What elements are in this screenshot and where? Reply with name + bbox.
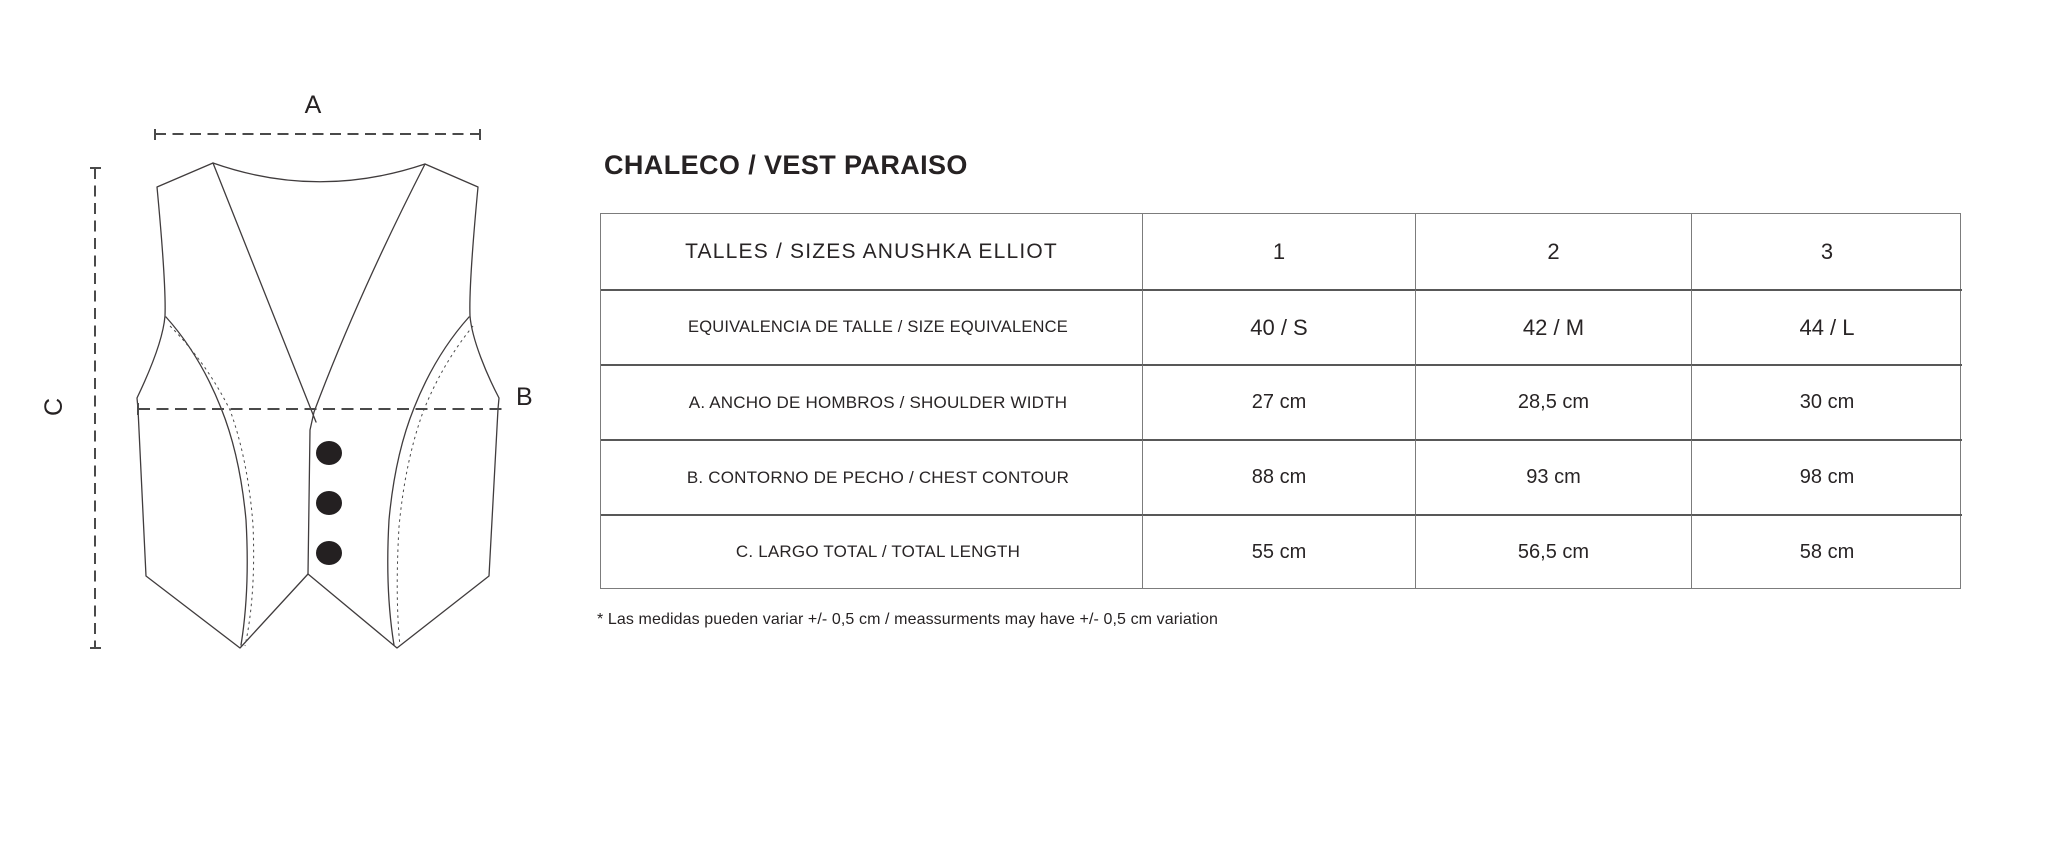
vest-diagram [30, 60, 570, 700]
table-header-size-2: 2 [1415, 214, 1691, 289]
vest-right-panel [308, 164, 499, 648]
table-cell: 88 cm [1142, 439, 1415, 514]
button-icon [316, 491, 342, 515]
vest-left-stitch [170, 326, 254, 646]
vest-left-panel [137, 163, 308, 648]
size-table [600, 213, 1961, 589]
vest-buttons [316, 441, 342, 565]
measurement-variation-note: * Las medidas pueden variar +/- 0,5 cm / meassurments may have +/- 0,5 cm variation [597, 611, 1219, 628]
table-cell: 30 cm [1691, 364, 1962, 439]
table-cell: 98 cm [1691, 439, 1962, 514]
vest-back-neck [213, 163, 425, 182]
dimension-label-b: B [516, 383, 533, 411]
table-cell: 40 / S [1142, 289, 1415, 364]
dimension-label-a: A [304, 91, 322, 119]
table-cell: 44 / L [1691, 289, 1962, 364]
table-header-size-1: 1 [1142, 214, 1415, 289]
table-cell: 42 / M [1415, 289, 1691, 364]
table-header-size-3: 3 [1691, 214, 1962, 289]
button-icon [316, 541, 342, 565]
table-cell: 28,5 cm [1415, 364, 1691, 439]
vest-right-seam [388, 317, 469, 645]
table-row-label: A. ANCHO DE HOMBROS / SHOULDER WIDTH [601, 364, 1142, 439]
vest-outline [137, 163, 499, 648]
table-cell: 58 cm [1691, 514, 1962, 588]
table-row-label: C. LARGO TOTAL / TOTAL LENGTH [601, 514, 1142, 588]
table-cell: 56,5 cm [1415, 514, 1691, 588]
vest-left-seam [166, 317, 247, 645]
dimension-lines [90, 129, 503, 648]
table-row-label: B. CONTORNO DE PECHO / CHEST CONTOUR [601, 439, 1142, 514]
button-icon [316, 441, 342, 465]
table-cell: 27 cm [1142, 364, 1415, 439]
table-header-label: TALLES / SIZES ANUSHKA ELLIOT [685, 239, 1058, 263]
table-cell: 93 cm [1415, 439, 1691, 514]
vest-stitching [170, 326, 473, 646]
table-cell: 55 cm [1142, 514, 1415, 588]
dimension-label-c: C [40, 397, 68, 417]
page-title: CHALECO / VEST PARAISO [604, 150, 968, 180]
table-row-label: EQUIVALENCIA DE TALLE / SIZE EQUIVALENCE [601, 289, 1142, 364]
vest-left-lapel [213, 163, 316, 422]
